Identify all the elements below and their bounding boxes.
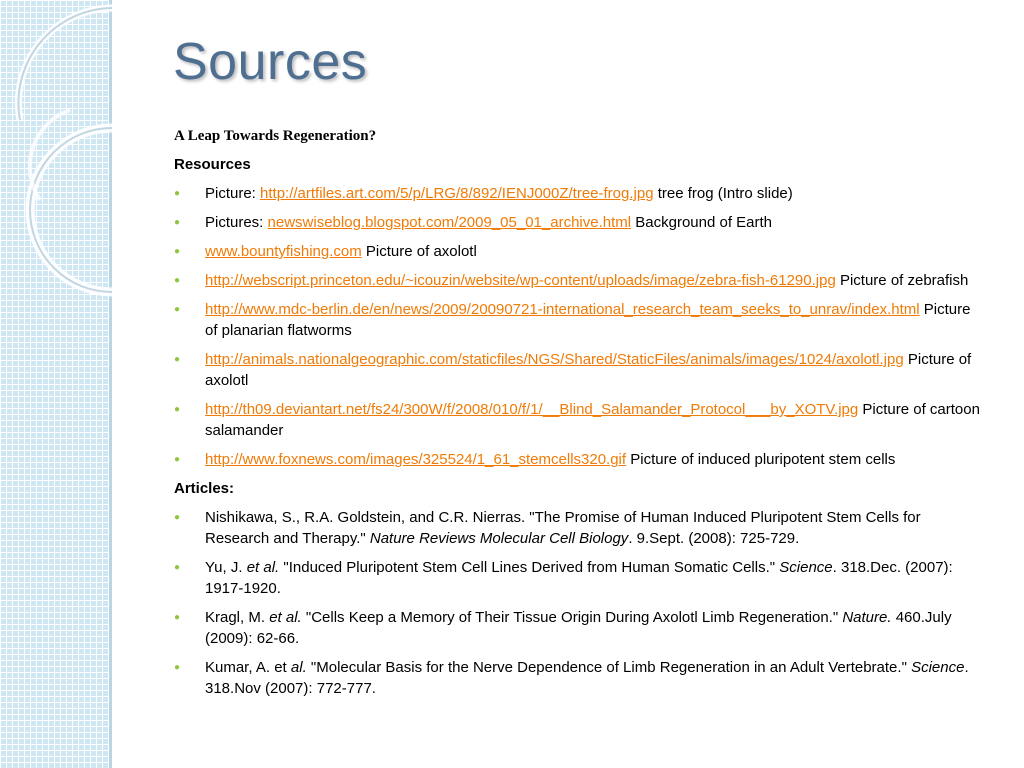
source-link[interactable]: newswiseblog.blogspot.com/2009_05_01_archive.html bbox=[267, 214, 632, 231]
source-link[interactable]: www.bountyfishing.com bbox=[205, 243, 362, 260]
list-item: ● http://animals.nationalgeographic.com/staticfiles/NGS/Shared/StaticFiles/animals/images/1024/axolotl.jpg Picture of axolotl bbox=[174, 349, 984, 391]
source-link[interactable]: http://animals.nationalgeographic.com/staticfiles/NGS/Shared/StaticFiles/animals/images/1024/axolotl.jpg bbox=[205, 351, 904, 368]
source-link[interactable]: http://artfiles.art.com/5/p/LRG/8/892/IENJ000Z/tree-frog.jpg bbox=[260, 185, 654, 202]
source-link[interactable]: http://www.foxnews.com/images/325524/1_61_stemcells320.gif bbox=[205, 451, 627, 468]
slide-title: Sources bbox=[173, 33, 368, 91]
list-item: ● www.bountyfishing.com Picture of axolotl bbox=[174, 241, 984, 262]
list-item: ● Pictures: newswiseblog.blogspot.com/2009_05_01_archive.html Background of Earth bbox=[174, 212, 984, 233]
list-item: ● http://webscript.princeton.edu/~icouzin/website/wp-content/uploads/image/zebra-fish-61290.jpg Picture of zebrafish bbox=[174, 270, 984, 291]
source-link[interactable]: http://webscript.princeton.edu/~icouzin/website/wp-content/uploads/image/zebra-fish-61290.jpg bbox=[205, 272, 836, 289]
list-item: ● Picture: http://artfiles.art.com/5/p/LRG/8/892/IENJ000Z/tree-frog.jpg tree frog (Intro slide) bbox=[174, 183, 984, 204]
list-item: ● http://www.mdc-berlin.de/en/news/2009/20090721-international_research_team_seeks_to_unrav/index.html Picture of planarian flatworms bbox=[174, 299, 984, 341]
source-link[interactable]: http://th09.deviantart.net/fs24/300W/f/2008/010/f/1/__Blind_Salamander_Protocol___by_XOTV.jpg bbox=[205, 401, 859, 418]
list-item: ● Nishikawa, S., R.A. Goldstein, and C.R. Nierras. "The Promise of Human Induced Pluripotent Stem Cells for Research and Therapy." Nature Reviews Molecular Cell Biology. 9.Sept. (2008): 725-729. bbox=[174, 507, 984, 549]
list-item: ● Yu, J. et al. "Induced Pluripotent Stem Cell Lines Derived from Human Somatic Cells." Science. 318.Dec. (2007): 1917-1920. bbox=[174, 557, 984, 599]
list-item: ● http://th09.deviantart.net/fs24/300W/f/2008/010/f/1/__Blind_Salamander_Protocol___by_XOTV.jpg Picture of cartoon salamander bbox=[174, 399, 984, 441]
list-item: ● http://www.foxnews.com/images/325524/1_61_stemcells320.gif Picture of induced pluripotent stem cells bbox=[174, 449, 984, 470]
articles-heading: Articles: bbox=[174, 480, 235, 497]
resources-heading: Resources bbox=[174, 156, 251, 173]
decorative-rings bbox=[0, 0, 160, 300]
slide-subtitle: A Leap Towards Regeneration? bbox=[174, 128, 377, 144]
articles-list bbox=[174, 507, 984, 699]
slide-content bbox=[174, 126, 984, 707]
resources-list bbox=[174, 183, 984, 470]
list-item: ● Kragl, M. et al. "Cells Keep a Memory of Their Tissue Origin During Axolotl Limb Regeneration." Nature. 460.July (2009): 62-66. bbox=[174, 607, 984, 649]
source-link[interactable]: http://www.mdc-berlin.de/en/news/2009/20090721-international_research_team_seeks_to_unrav/index.html bbox=[205, 301, 920, 318]
list-item: ● Kumar, A. et al. "Molecular Basis for the Nerve Dependence of Limb Regeneration in an Adult Vertebrate." Science. 318.Nov (2007): 772-777. bbox=[174, 657, 984, 699]
